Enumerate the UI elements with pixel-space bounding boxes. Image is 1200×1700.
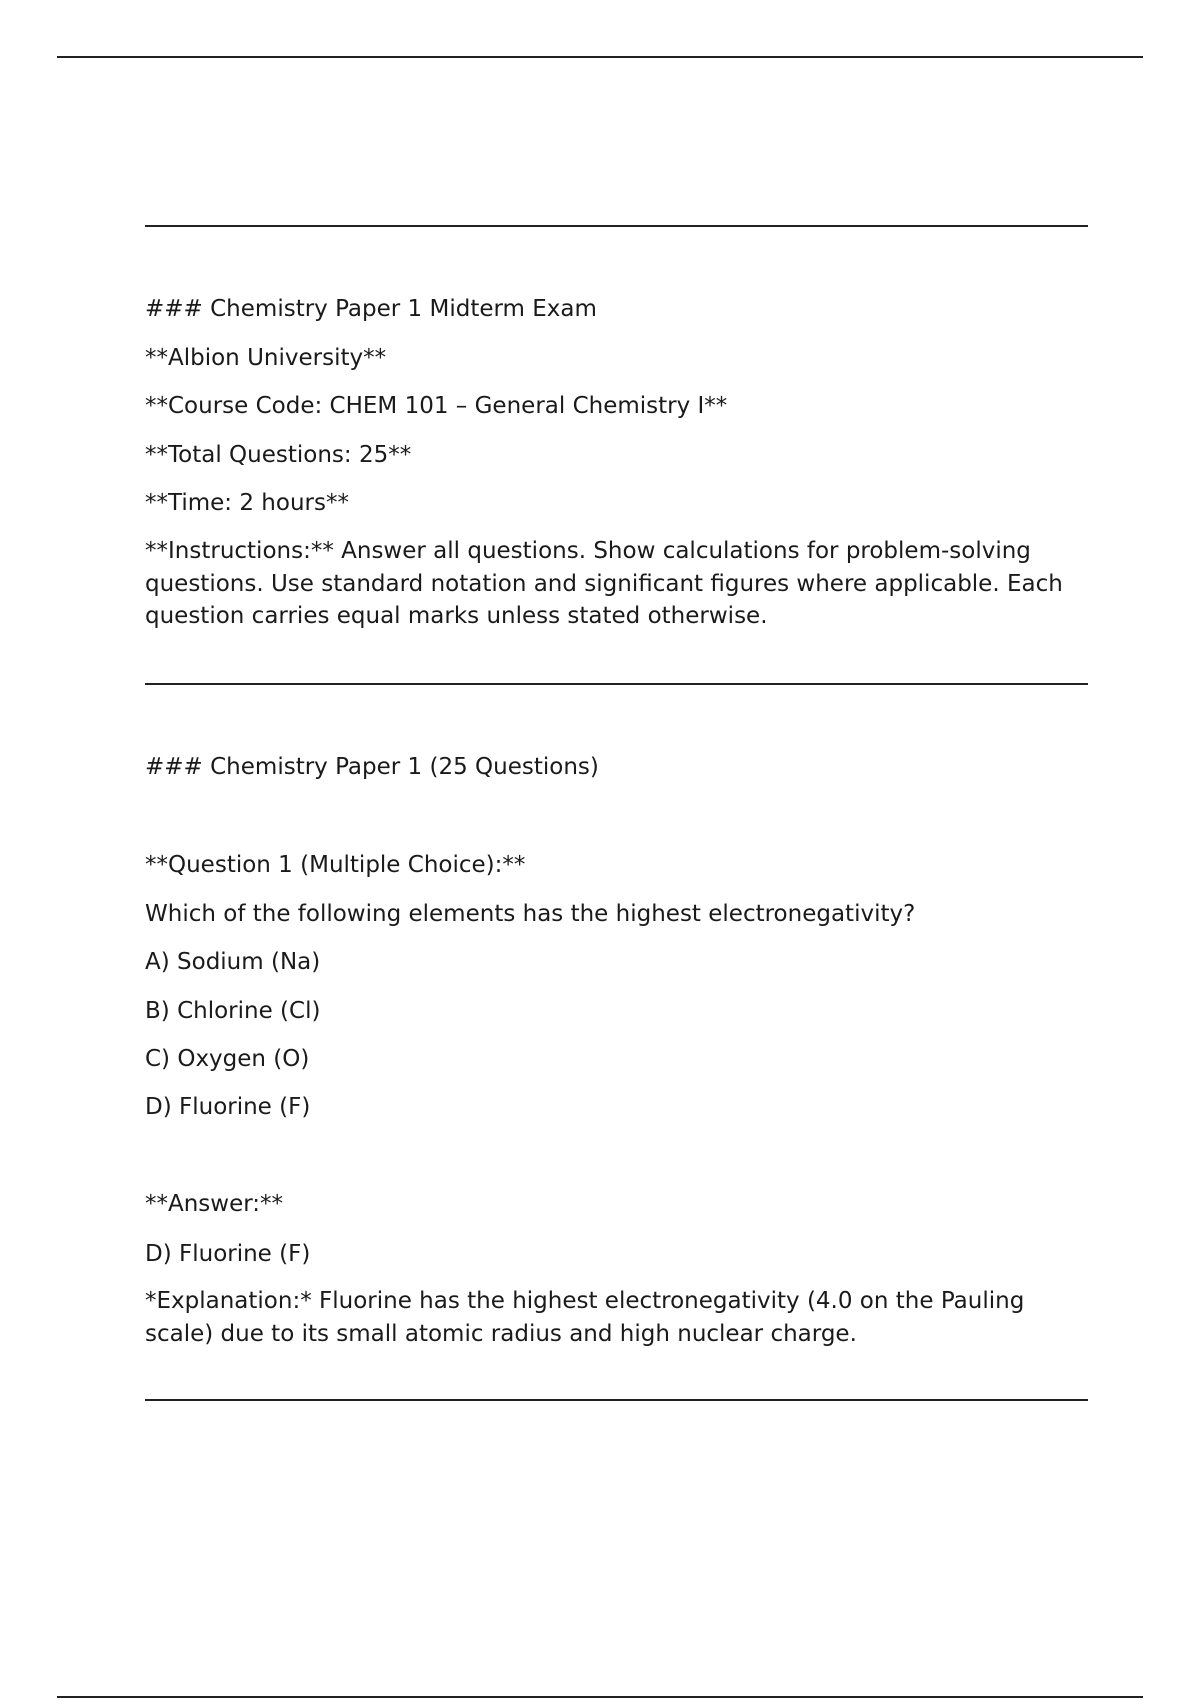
answer-explanation: *Explanation:* Fluorine has the highest electronegativity (4.0 on the Pauling scale) due to its small atomic radius and high nuclear charge. [145, 1288, 1025, 1347]
option-a: A) Sodium (Na) [145, 949, 321, 975]
section-title: ### Chemistry Paper 1 (25 Questions) [145, 754, 599, 780]
page-bottom-divider [57, 1696, 1143, 1698]
header-top-divider [145, 225, 1088, 227]
university-name: **Albion University** [145, 345, 387, 371]
question-1-prompt: Which of the following elements has the highest electronegativity? [145, 901, 916, 927]
answer-value: D) Fluorine (F) [145, 1241, 311, 1267]
exam-time: **Time: 2 hours** [145, 490, 349, 516]
option-b: B) Chlorine (Cl) [145, 998, 321, 1024]
total-questions: **Total Questions: 25** [145, 442, 412, 468]
exam-instructions: **Instructions:** Answer all questions. Show calculations for problem-solving questions. Use standard notation and significant figures where applicable. Each question carries equal marks unless stated otherwise. [145, 538, 1063, 629]
option-d: D) Fluorine (F) [145, 1094, 311, 1120]
answer-label: **Answer:** [145, 1191, 284, 1217]
exam-title: ### Chemistry Paper 1 Midterm Exam [145, 296, 597, 322]
option-c: C) Oxygen (O) [145, 1046, 310, 1072]
course-code: **Course Code: CHEM 101 – General Chemistry I** [145, 393, 728, 419]
section-divider [145, 683, 1088, 685]
question-divider [145, 1399, 1088, 1401]
question-1-label: **Question 1 (Multiple Choice):** [145, 852, 526, 878]
page-top-divider [57, 56, 1143, 58]
